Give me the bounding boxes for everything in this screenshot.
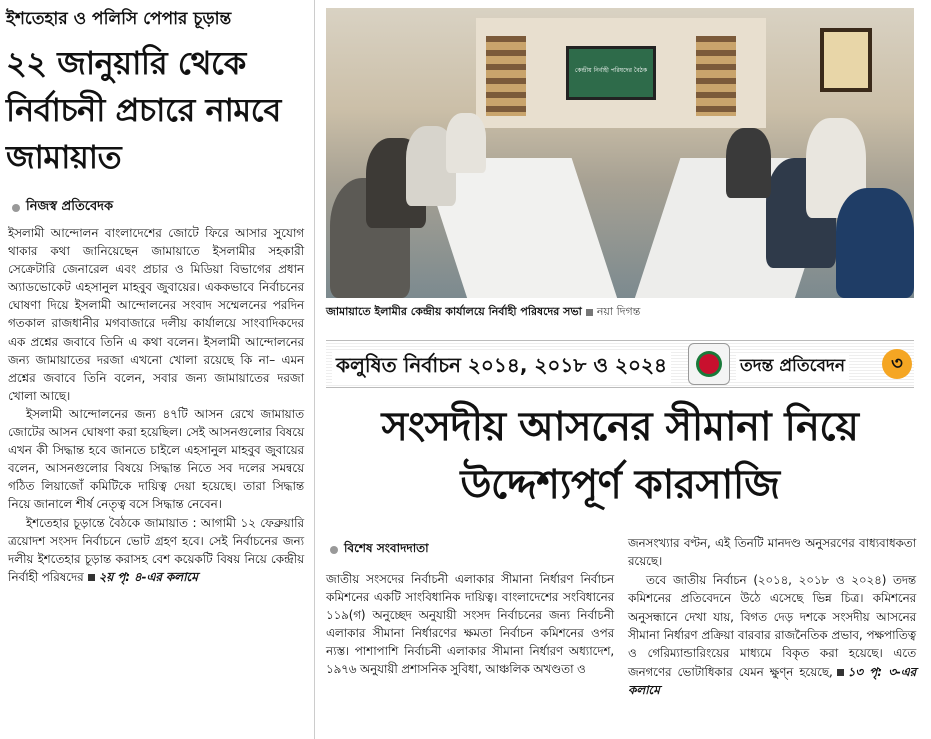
series-subtitle: তদন্ত প্রতিবেদন [736,353,849,381]
wall-frame [820,28,872,92]
right-byline-text: বিশেষ সংবাদদাতা [344,541,429,555]
left-article [0,0,312,739]
attendee [726,128,771,198]
series-band [326,340,914,388]
square-icon [88,574,95,581]
right-byline [330,540,429,560]
col1-paragraph: জাতীয় সংসদের নির্বাচনী এলাকার সীমানা নির্ধারণ নির্বাচন কমিশনের একটি সাংবিধানিক দায়িত্ব। বাংলাদেশের সংবিধানের ১১৯(গ) অনুচ্ছেদ অনুযায়ী সংসদ নির্বাচনের জন্য নির্বাচনী এলাকার সীমানা নির্ধারণের ক্ষমতা নির্বাচন কমিশনের ওপর ন্যস্ত। পাশাপাশি নির্বাচনী এলাকার সীমানা নির্ধারণ অধ্যাদেশ, ১৯৭৬ অনুযায়ী প্রশাসনিক সুবিধা, আঞ্চলিক অখণ্ডতা ও [326,572,614,677]
continuation-link[interactable]: ১৩ পৃ: ৩-এর কলামে [628,664,916,698]
col2-paragraph-2 [628,571,916,700]
right-article-col2 [628,534,916,700]
attendee [836,188,914,298]
caption-text: জামায়াতে ইলামীর কেন্দ্রীয় কার্যালয়ে নির্বাহী পরিষদের সভা [326,305,582,318]
series-title: কলুষিত নির্বাচন ২০১৪, ২০১৮ ও ২০২৪ [332,351,671,384]
paragraph-1: ইসলামী আন্দোলন বাংলাদেশের জোটে ফিরে আসার সুযোগ থাকার কথা জানিয়েছেন জামায়াতে ইসলামীর সহকারী সেক্রেটারি জেনারেল এবং প্রচার ও মিডিয়া বিভাগের প্রধান অ্যাডভোকেট এহসানুল মাহবুব জুবায়ের। এককভাবে নির্বাচনের ঘোষণা দিয়ে ইসলামী আন্দোলনের সংবাদ সম্মেলনের পরদিন গতকাল রাজধানীর মগবাজারে দলীয় কার্যালয়ে সাংবাদিকদের এক প্রশ্নের জবাবে তিনি এ কথা বলেন। ইসলামী আন্দোলনের জন্য জামায়াতের দরজা এখনো খোলা রয়েছে কি না– এমন প্রশ্নের জবাবে তিনি বলেন, সবার জন্য জামায়াতের দরজা খোলা আছে। [8,226,304,403]
bookshelf-right [696,36,736,116]
bullet-icon [12,204,20,212]
paragraph-3-text: ইশতেহার চূড়ান্তে বৈঠকে জামায়াত : আগামী ১২ ফেব্রুয়ারি ত্রয়োদশ সংসদ নির্বাচনে ভোট গ্রহণ হবে। সেই নির্বাচনের জন্য দলীয় ইশতেহার চূড়ান্ত করাসহ বেশ কয়েকটি বিষয় নিয়ে কেন্দ্রীয় নির্বাহী পরিষদের [8,515,304,584]
main-headline: সংসদীয় আসনের সীমানা নিয়ে উদ্দেশ্যপূর্ণ কারসাজি [381,404,859,508]
article-body [8,224,304,586]
right-article-col1 [326,570,614,679]
bullet-icon [330,546,338,554]
series-number-badge: ৩ [882,349,912,379]
col2-paragraph-1: জনসংখ্যার বণ্টন, এই তিনটি মানদণ্ড অনুসরণের বাধ্যবাধকতা রয়েছে। [628,536,916,569]
paragraph-3 [8,514,304,586]
square-icon [837,669,844,676]
paragraph-2: ইসলামী আন্দোলনের জন্য ৪৭টি আসন রেখে জামায়াত জোটের আসন ঘোষণা করা হয়েছিল। সেই আসনগুলোর বিষয়ে এখন কী সিদ্ধান্ত হবে জানতে চাইলে এহসানুল মাহবুব জুবায়ের বলেন, আসনগুলোর বিষয়ে সিদ্ধান্ত নিতে সব দলের সমন্বয়ে গঠিত লিয়াজোঁ কমিটিকে দায়িত্ব দেয়া হয়েছে। তারা সিদ্ধান্ত নিয়ে জানালে শীর্ষ নেতৃত্ব বসে সিদ্ধান্ত নেবেন। [8,406,304,512]
photo-caption [326,303,914,322]
attendee [446,113,486,173]
square-icon [586,309,593,316]
bookshelf-left [486,36,526,116]
tv-screen [566,46,656,100]
article-byline [12,197,312,218]
column-divider [314,0,315,739]
continuation-link[interactable]: ২য় পৃ: ৪-এর কলামে [98,569,198,584]
byline-text: নিজস্ব প্রতিবেদক [26,199,114,214]
tv-screen-text: কেন্দ্রীয় নির্বাহী পরিষদের বৈঠক [574,67,648,74]
article-headline: ২২ জানুয়ারি থেকে নির্বাচনী প্রচারে নামবে জামায়াত [6,44,281,176]
col2-paragraph-2-text: তবে জাতীয় নির্বাচন (২০১৪, ২০১৮ ও ২০২৪) তদন্ত কমিশনের প্রতিবেদনে উঠে এসেছে ভিন্ন চিত্র। কমিশনের অনুসন্ধানে দেখা যায়, বিগত দেড় দশকে সংসদীয় আসনের সীমানা নির্ধারণ প্রক্রিয়া বারবার রাজনৈতিক প্রভাব, পক্ষপাতিত্ব ও গেরিম্যান্ডারিংয়ের মাধ্যমে বিকৃত করা হয়েছে। এতে জনগণের ভোটাধিকার যেমন ক্ষুণ্ন হয়েছে, [628,572,916,679]
meeting-photo [326,8,914,298]
photo-credit: নয়া দিগন্ত [596,305,641,318]
article-kicker: ইশতেহার ও পলিসি পেপার চূড়ান্ত [6,9,232,29]
ballot-box-icon [688,343,730,385]
